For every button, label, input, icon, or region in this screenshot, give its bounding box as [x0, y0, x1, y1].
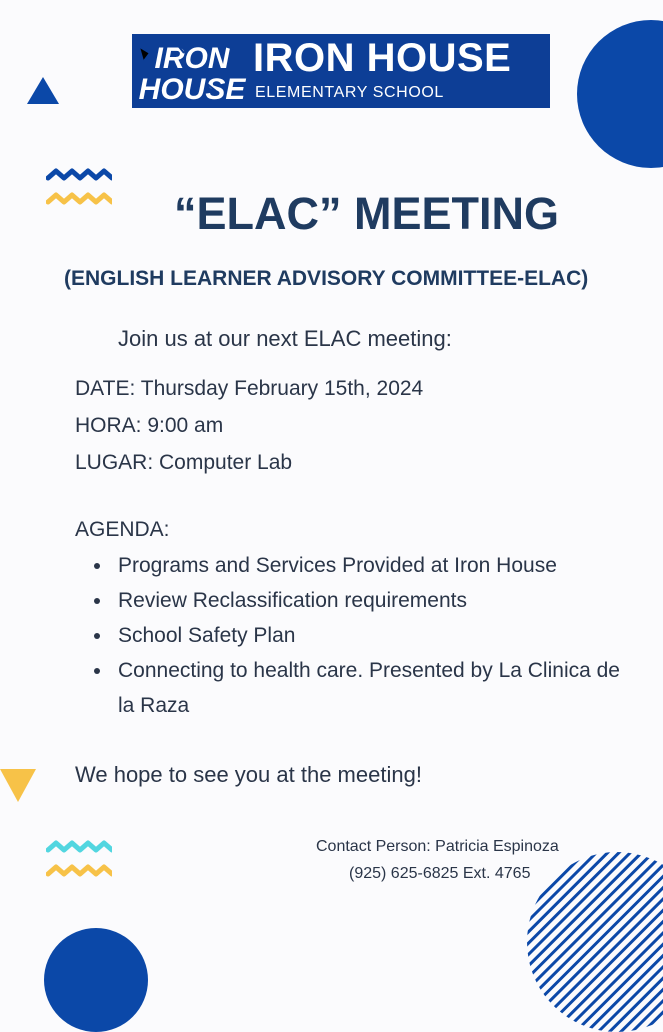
agenda-heading: AGENDA:: [75, 518, 170, 541]
contact-phone: (925) 625-6825 Ext. 4765: [349, 865, 531, 882]
contact-person: Contact Person: Patricia Espinoza: [316, 838, 559, 855]
decor-triangle-up-icon: [25, 77, 61, 105]
agenda-item: Programs and Services Provided at Iron House: [92, 548, 632, 583]
decor-striped-circle-icon: [527, 852, 663, 1032]
agenda-item: Review Reclassification requirements: [92, 583, 632, 618]
logo-title: IRON HOUSE: [253, 36, 512, 80]
page-title: “ELAC” MEETING: [173, 188, 559, 239]
iron-house-logo-mark-icon: [136, 39, 248, 103]
meeting-time: HORA: 9:00 am: [75, 414, 224, 437]
decor-circle-bottom-left: [44, 928, 148, 1032]
decor-triangle-down-icon: [0, 768, 38, 804]
logo-mark-top-text: IRON: [154, 42, 230, 75]
school-logo: [132, 34, 550, 108]
decor-waves-cyan-yellow-icon: [46, 838, 112, 882]
logo-subtitle: ELEMENTARY SCHOOL: [255, 84, 444, 101]
decor-circle-top-right: [577, 20, 663, 168]
agenda-item: Connecting to health care. Presented by La Clinica de la Raza: [92, 653, 632, 723]
agenda-item: School Safety Plan: [92, 618, 632, 653]
closing-text: We hope to see you at the meeting!: [75, 762, 422, 787]
intro-text: Join us at our next ELAC meeting:: [118, 326, 452, 351]
meeting-date: DATE: Thursday February 15th, 2024: [75, 377, 424, 400]
agenda-list: [92, 548, 632, 723]
logo-mark-bottom-text: HOUSE: [138, 73, 246, 103]
page-subtitle: (ENGLISH LEARNER ADVISORY COMMITTEE-ELAC): [64, 267, 589, 290]
meeting-place: LUGAR: Computer Lab: [75, 451, 293, 474]
